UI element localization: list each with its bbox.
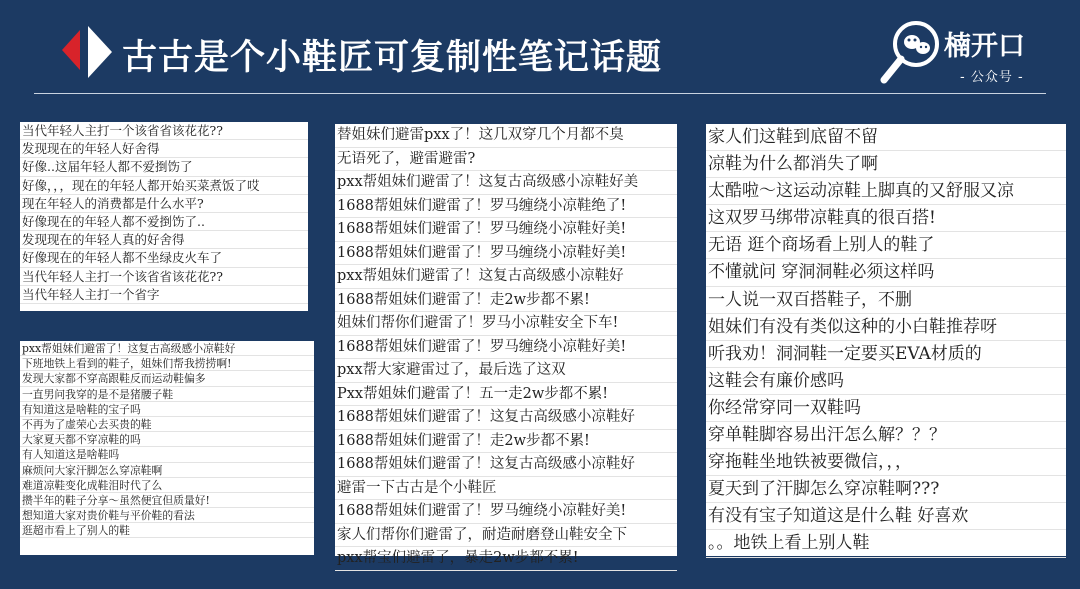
list-item: 有没有宝子知道这是什么鞋 好喜欢 (706, 503, 1066, 530)
list-item: 1688帮姐妹们避雷了！这复古高级感小凉鞋好 (335, 453, 677, 477)
list-item: 攒半年的鞋子分享～虽然便宜但质量好! (20, 493, 314, 508)
list-item: 无语 逛个商场看上别人的鞋了 (706, 232, 1066, 259)
list-item: 好像..这届年轻人都不爱捯饬了 (20, 158, 308, 176)
brand-name: 楠开口 (944, 31, 1025, 62)
list-item: 姐妹们帮你们避雷了！罗马小凉鞋安全下车! (335, 312, 677, 336)
list-item: 好像现在的年轻人都不坐绿皮火车了 (20, 249, 308, 267)
list-item: 穿拖鞋坐地铁被要微信，，， (706, 449, 1066, 476)
list-item: 一直男问我穿的是不是猪腰子鞋 (20, 387, 314, 402)
list-item: 你经常穿同一双鞋吗 (706, 395, 1066, 422)
list-item: 难道凉鞋变化成鞋泪时代了么 (20, 478, 314, 493)
list-item: 穿单鞋脚容易出汗怎么解？？？ (706, 422, 1066, 449)
list-item: 姐妹们有没有类似这种的小白鞋推荐呀 (706, 314, 1066, 341)
note-list-panel-2 (20, 341, 314, 555)
list-item: 不懂就问 穿洞洞鞋必须这样吗 (706, 259, 1066, 286)
list-item: 想知道大家对贵价鞋与平价鞋的看法 (20, 508, 314, 523)
list-item: 好像现在的年轻人都不爱捯饬了.. (20, 213, 308, 231)
list-item: 不再为了虚荣心去买贵的鞋 (20, 417, 314, 432)
list-item: 。。地铁上看上别人鞋 (706, 530, 1066, 557)
slide-marker-icon (62, 26, 114, 78)
list-item: 1688帮姐妹们避雷了！走2w步都不累! (335, 430, 677, 454)
list-item: 下班地铁上看到的鞋子，姐妹们帮我捞捞啊! (20, 356, 314, 371)
list-item: 听我劝！洞洞鞋一定要买EVA材质的 (706, 341, 1066, 368)
list-item: 替姐妹们避雷pxx了！这几双穿几个月都不臭 (335, 124, 677, 148)
list-item: 避雷一下古古是个小鞋匠 (335, 477, 677, 501)
note-list-panel-1 (20, 122, 308, 311)
brand-subtitle: - 公众号 - (960, 70, 1024, 85)
list-item: 1688帮姐妹们避雷了！走2w步都不累! (335, 289, 677, 313)
list-item: 一人说一双百搭鞋子，不删 (706, 287, 1066, 314)
list-item: 太酷啦～这运动凉鞋上脚真的又舒服又凉 (706, 178, 1066, 205)
list-item: 这双罗马绑带凉鞋真的很百搭! (706, 205, 1066, 232)
list-item: 1688帮姐妹们避雷了！这复古高级感小凉鞋好 (335, 406, 677, 430)
list-item: 1688帮姐妹们避雷了！罗马缠绕小凉鞋好美! (335, 500, 677, 524)
note-list-panel-4 (706, 124, 1066, 556)
list-item: 当代年轻人主打一个该省省该花花?? (20, 122, 308, 140)
header-divider (34, 93, 1046, 94)
list-item: 发现现在的年轻人好舍得 (20, 140, 308, 158)
list-item: 有知道这是啥鞋的宝子吗 (20, 402, 314, 417)
list-item: 当代年轻人主打一个该省省该花花?? (20, 268, 308, 286)
list-item: 好像，，，现在的年轻人都开始买菜煮饭了哎 (20, 177, 308, 195)
list-item: 有人知道这是啥鞋吗 (20, 447, 314, 462)
note-list-panel-3 (335, 124, 677, 566)
page-title: 古古是个小鞋匠可复制性笔记话题 (122, 38, 663, 78)
list-item: 逛超市看上了别人的鞋 (20, 523, 314, 538)
list-item: 家人们帮你们避雷了，耐造耐磨登山鞋安全下 (335, 524, 677, 548)
list-item: pxx帮姐妹们避雷了！这复古高级感小凉鞋好 (20, 341, 314, 356)
list-item: 当代年轻人主打一个省字 (20, 286, 308, 304)
list-item: 现在年轻人的消费都是什么水平? (20, 195, 308, 213)
list-item: pxx帮姐妹们避雷了！这复古高级感小凉鞋好 (335, 265, 677, 289)
magnifier-chat-icon (880, 18, 944, 86)
list-item: 夏天到了汗脚怎么穿凉鞋啊??? (706, 476, 1066, 503)
list-item: 1688帮姐妹们避雷了！罗马缠绕小凉鞋好美! (335, 218, 677, 242)
list-item: 发现大家都不穿高跟鞋反而运动鞋偏多 (20, 371, 314, 386)
header (0, 0, 1080, 92)
list-item: 发现现在的年轻人真的好舍得 (20, 231, 308, 249)
list-item: 1688帮姐妹们避雷了！罗马缠绕小凉鞋绝了! (335, 195, 677, 219)
list-item: pxx帮宝们避雷了，暴走2w步都不累! (335, 547, 677, 571)
list-item: Pxx帮姐妹们避雷了！五一走2w步都不累! (335, 383, 677, 407)
list-item: 家人们这鞋到底留不留 (706, 124, 1066, 151)
list-item: 这鞋会有廉价感吗 (706, 368, 1066, 395)
list-item: pxx帮大家避雷过了，最后选了这双 (335, 359, 677, 383)
list-item: 1688帮姐妹们避雷了！罗马缠绕小凉鞋好美! (335, 242, 677, 266)
list-item: 凉鞋为什么都消失了啊 (706, 151, 1066, 178)
list-item: 大家夏天都不穿凉鞋的吗 (20, 432, 314, 447)
list-item: pxx帮姐妹们避雷了！这复古高级感小凉鞋好美 (335, 171, 677, 195)
list-item: 无语死了，避雷避雷? (335, 148, 677, 172)
list-item: 麻烦问大家汗脚怎么穿凉鞋啊 (20, 463, 314, 478)
list-item: 1688帮姐妹们避雷了！罗马缠绕小凉鞋好美! (335, 336, 677, 360)
